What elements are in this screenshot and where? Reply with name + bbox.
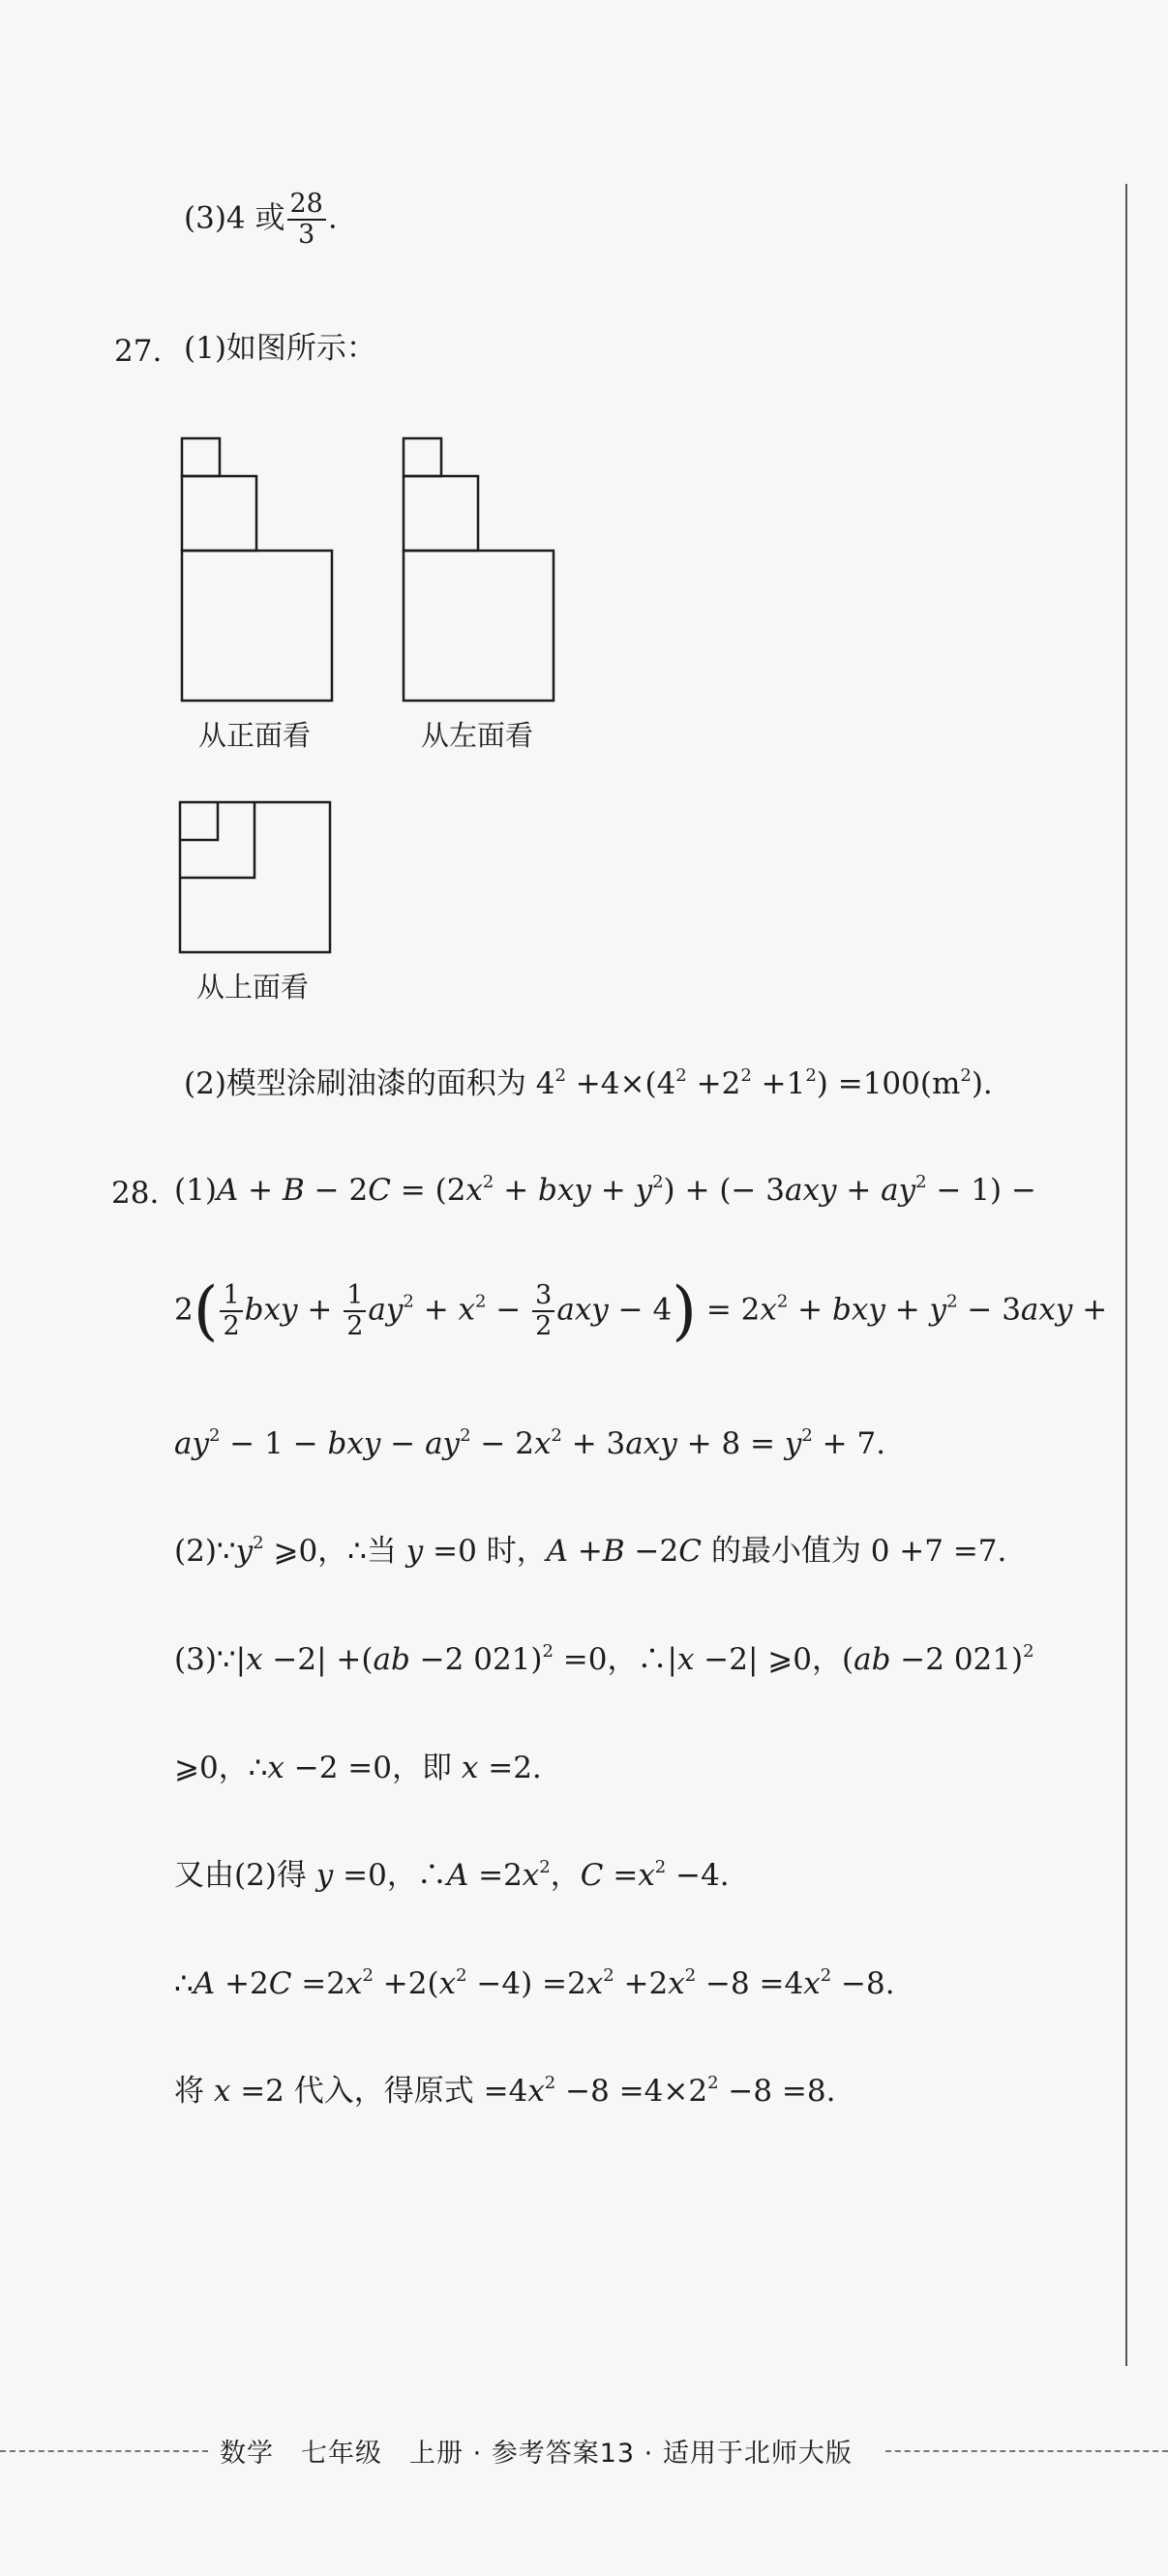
left-view — [404, 438, 554, 701]
q28-line1: $(1)A + B - 2C = (2x^2$ + bxy + $y^2$) + (− $3axy + ay^2 - 1$) − — [174, 1172, 1036, 1208]
q27-part1: (1)如图所示： — [184, 331, 376, 366]
q28-line3: $ay^2 - 1$ − bxy − $ay^2 - 2x^2 + 3axy + 8 = y^2 + 7$. — [174, 1425, 886, 1461]
caption-left-view: 从左面看 — [421, 719, 534, 752]
q26-part3-label: (3)4 或 — [184, 200, 285, 236]
caption-front-view: 从正面看 — [198, 719, 312, 752]
q28-line9: 将 x =2 代入，得原式 $=4x^2 -8 =4\times 2^2 -8 =8$. — [174, 2073, 836, 2109]
q28-line8: ∴A $+2C =2x^2 +2(x^2 -4) =2x^2 +2x^2 -8 =4x^2 -8$. — [174, 1965, 895, 2001]
q28-line6: ⩾0，∴x −2 =0，即 x =2. — [174, 1751, 542, 1785]
q28-line2: 2( $\frac{1}{2}$ bxy + $\frac{1}{2}$ $ay^2 + x^2$ − $\frac{3}{2}$ axy − $4) = 2x^2$ + bxy + $y^2 - 3axy$ + — [174, 1273, 1108, 1348]
top-view — [180, 802, 330, 952]
page-footer: 数学 七年级 上册 · 参考答案13 · 适用于北师大版 — [220, 2439, 853, 2469]
fraction: $\frac{28}{3}$ — [287, 190, 326, 250]
q28-line7: 又由(2)得 y =0，∴A $=2x^2$，$C =x^2 -4$. — [174, 1857, 730, 1893]
q28-line4: $(2)\because y^2$ ⩾0，∴当 y =0 时，A +B −2C 的最小值为 0 +7 =7. — [174, 1533, 1007, 1569]
footer-rule-right — [885, 2450, 1168, 2452]
question-number-27: 27. — [114, 334, 163, 369]
front-view — [182, 438, 332, 701]
caption-top-view: 从上面看 — [196, 971, 310, 1003]
q28-line5: (3)∵|x −2| +(ab −2 021)$^2$ =0，∴|x −2| ⩾0，(ab −2 021)$^2$ — [174, 1641, 1034, 1677]
q26-part3: (3)4 或 $\frac{28}{3}$ . — [184, 189, 338, 251]
footer-rule-left — [0, 2450, 208, 2452]
question-number-28: 28. — [111, 1176, 160, 1211]
q27-part2: (2)模型涂刷油漆的面积为 $4^2 +4\times(4^2 +2^2 +1^2) =100(m^2)$. — [184, 1065, 993, 1101]
